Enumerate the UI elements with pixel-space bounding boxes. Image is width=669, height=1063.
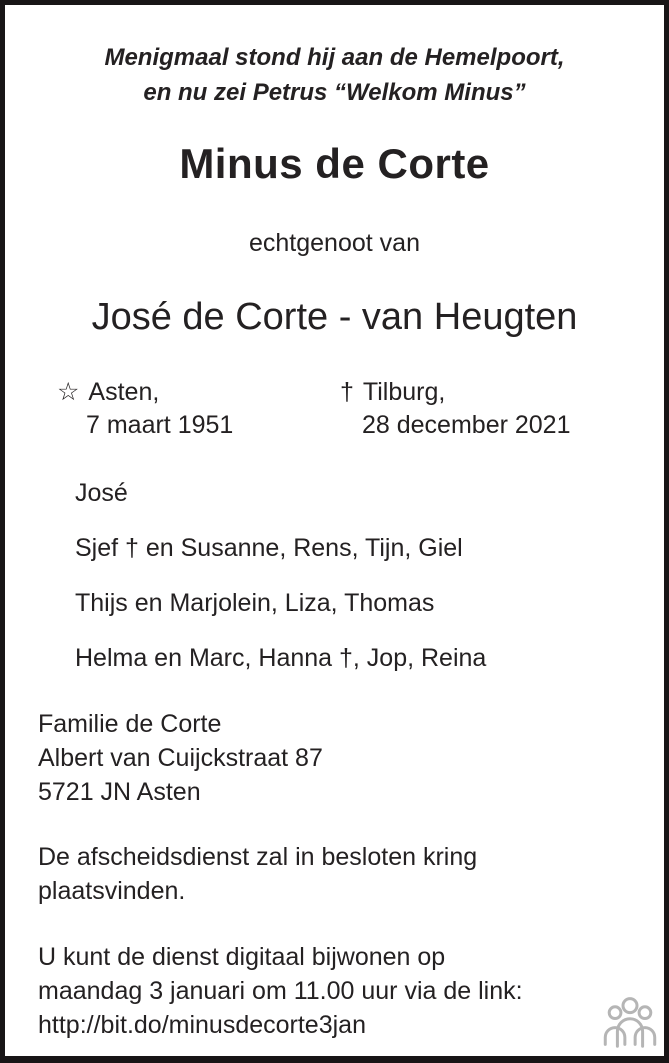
- stream-note: [5, 940, 664, 1042]
- stream-note-line-1: U kunt de dienst digitaal bijwonen op: [38, 943, 446, 971]
- death-date: 28 december 2021: [362, 411, 571, 439]
- death-place: Tilburg,: [362, 378, 446, 406]
- quote-line-1: Menigmaal stond hij aan de Hemelpoort,: [104, 44, 565, 71]
- relatives-list: [5, 476, 664, 675]
- stream-note-line-2: maandag 3 januari om 11.00 uur via de link:: [38, 977, 523, 1005]
- quote-line-2: en nu zei Petrus “Welkom Minus”: [143, 79, 526, 106]
- memorial-quote: [5, 40, 664, 110]
- death-info: [340, 376, 623, 442]
- birth-place-line: [57, 376, 340, 409]
- service-note-line-1: De afscheidsdienst zal in besloten kring: [38, 843, 478, 871]
- birth-date: 7 maart 1951: [86, 411, 234, 439]
- relative-row: Thijs en Marjolein, Liza, Thomas: [75, 589, 435, 617]
- death-cross-icon: †: [340, 378, 354, 406]
- spouse-name: José de Corte - van Heugten: [91, 296, 578, 338]
- service-note: [5, 840, 664, 908]
- relative-row: Helma en Marc, Hanna †, Jop, Reina: [75, 644, 487, 672]
- family-logo-icon: [602, 993, 658, 1051]
- birth-info: [57, 376, 340, 442]
- birth-star-icon: ☆: [57, 378, 80, 406]
- address-postal-city: 5721 JN Asten: [38, 778, 201, 806]
- stream-link[interactable]: http://bit.do/minusdecorte3jan: [38, 1011, 366, 1039]
- relation-label: echtgenoot van: [249, 229, 420, 257]
- correspondence-address: [5, 707, 664, 809]
- death-place-line: [340, 376, 623, 409]
- relative-row: José: [75, 479, 128, 507]
- deceased-name: Minus de Corte: [179, 140, 490, 187]
- relative-row: Sjef † en Susanne, Rens, Tijn, Giel: [75, 534, 463, 562]
- birth-place: Asten,: [88, 378, 160, 406]
- life-dates: [5, 376, 664, 442]
- address-family-name: Familie de Corte: [38, 710, 222, 738]
- address-street: Albert van Cuijckstraat 87: [38, 744, 323, 772]
- service-note-line-2: plaatsvinden.: [38, 877, 186, 905]
